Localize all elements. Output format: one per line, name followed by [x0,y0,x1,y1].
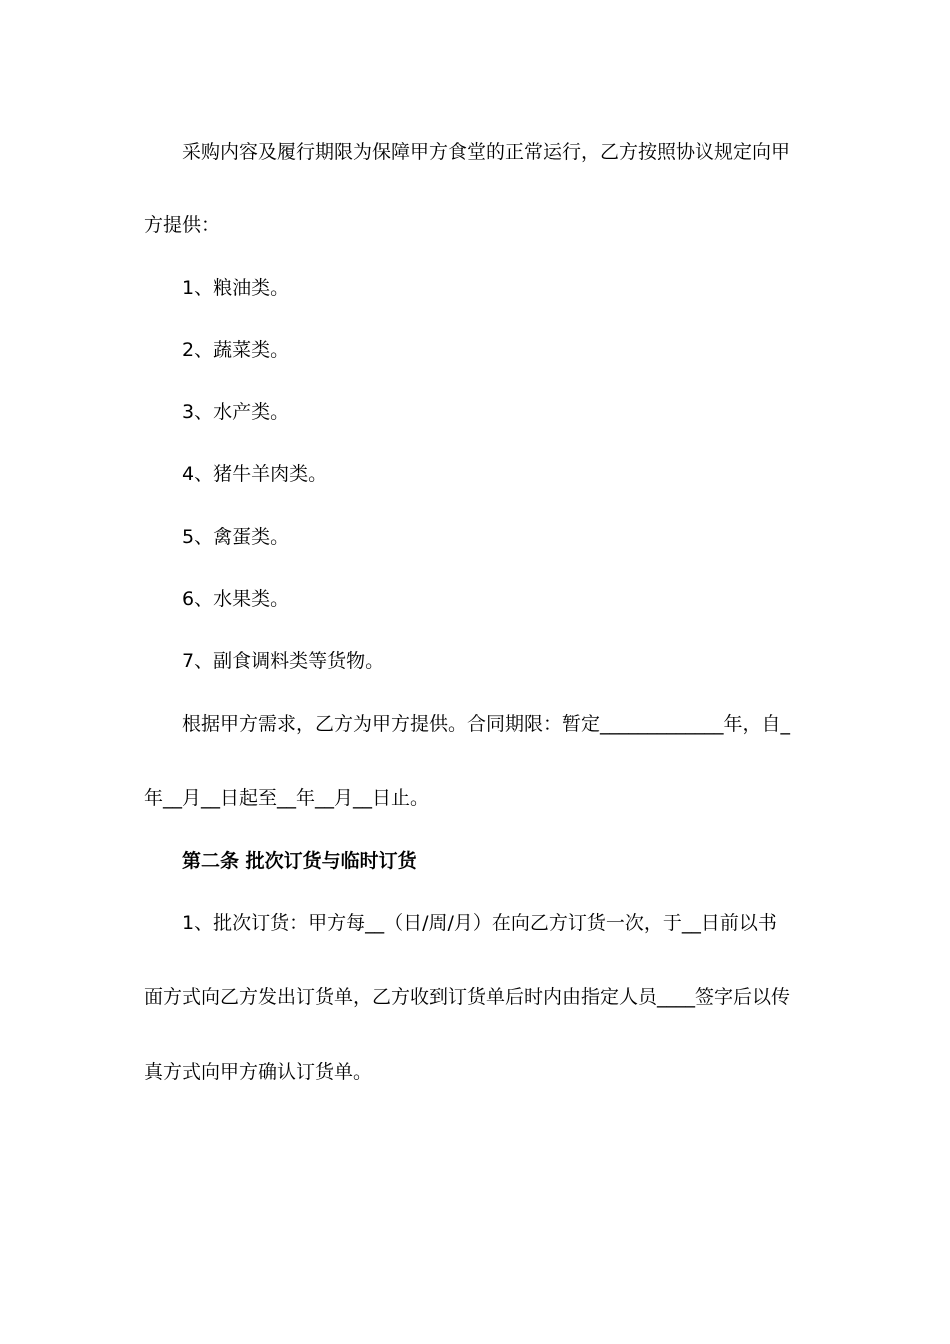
paragraph-batch-order-cont-2: 真方式向甲方确认订货单。 [144,1061,373,1083]
paragraph-contract-term: 根据甲方需求，乙方为甲方提供。合同期限：暂定_____________年，自_ [182,713,791,735]
list-item-fruit: 6、水果类。 [182,588,290,610]
list-item-condiments: 7、副食调料类等货物。 [182,650,385,672]
list-item-vegetables: 2、蔬菜类。 [182,339,290,361]
list-item-meat: 4、猪牛羊肉类。 [182,463,328,485]
list-item-poultry-eggs: 5、禽蛋类。 [182,526,290,548]
paragraph-contract-term-cont: 年__月__日起至__年__月__日止。 [144,787,430,809]
list-item-grain-oil: 1、粮油类。 [182,277,290,299]
paragraph-procurement-intro-cont: 方提供： [144,214,221,236]
paragraph-procurement-intro: 采购内容及履行期限为保障甲方食堂的正常运行，乙方按照协议规定向甲 [182,141,791,163]
section-heading-article-2: 第二条 批次订货与临时订货 [182,850,417,872]
list-item-aquatic: 3、水产类。 [182,401,290,423]
paragraph-batch-order: 1、批次订货：甲方每__（日/周/月）在向乙方订货一次，于__日前以书 [182,912,777,934]
paragraph-batch-order-cont-1: 面方式向乙方发出订货单，乙方收到订货单后时内由指定人员____签字后以传 [144,986,791,1008]
